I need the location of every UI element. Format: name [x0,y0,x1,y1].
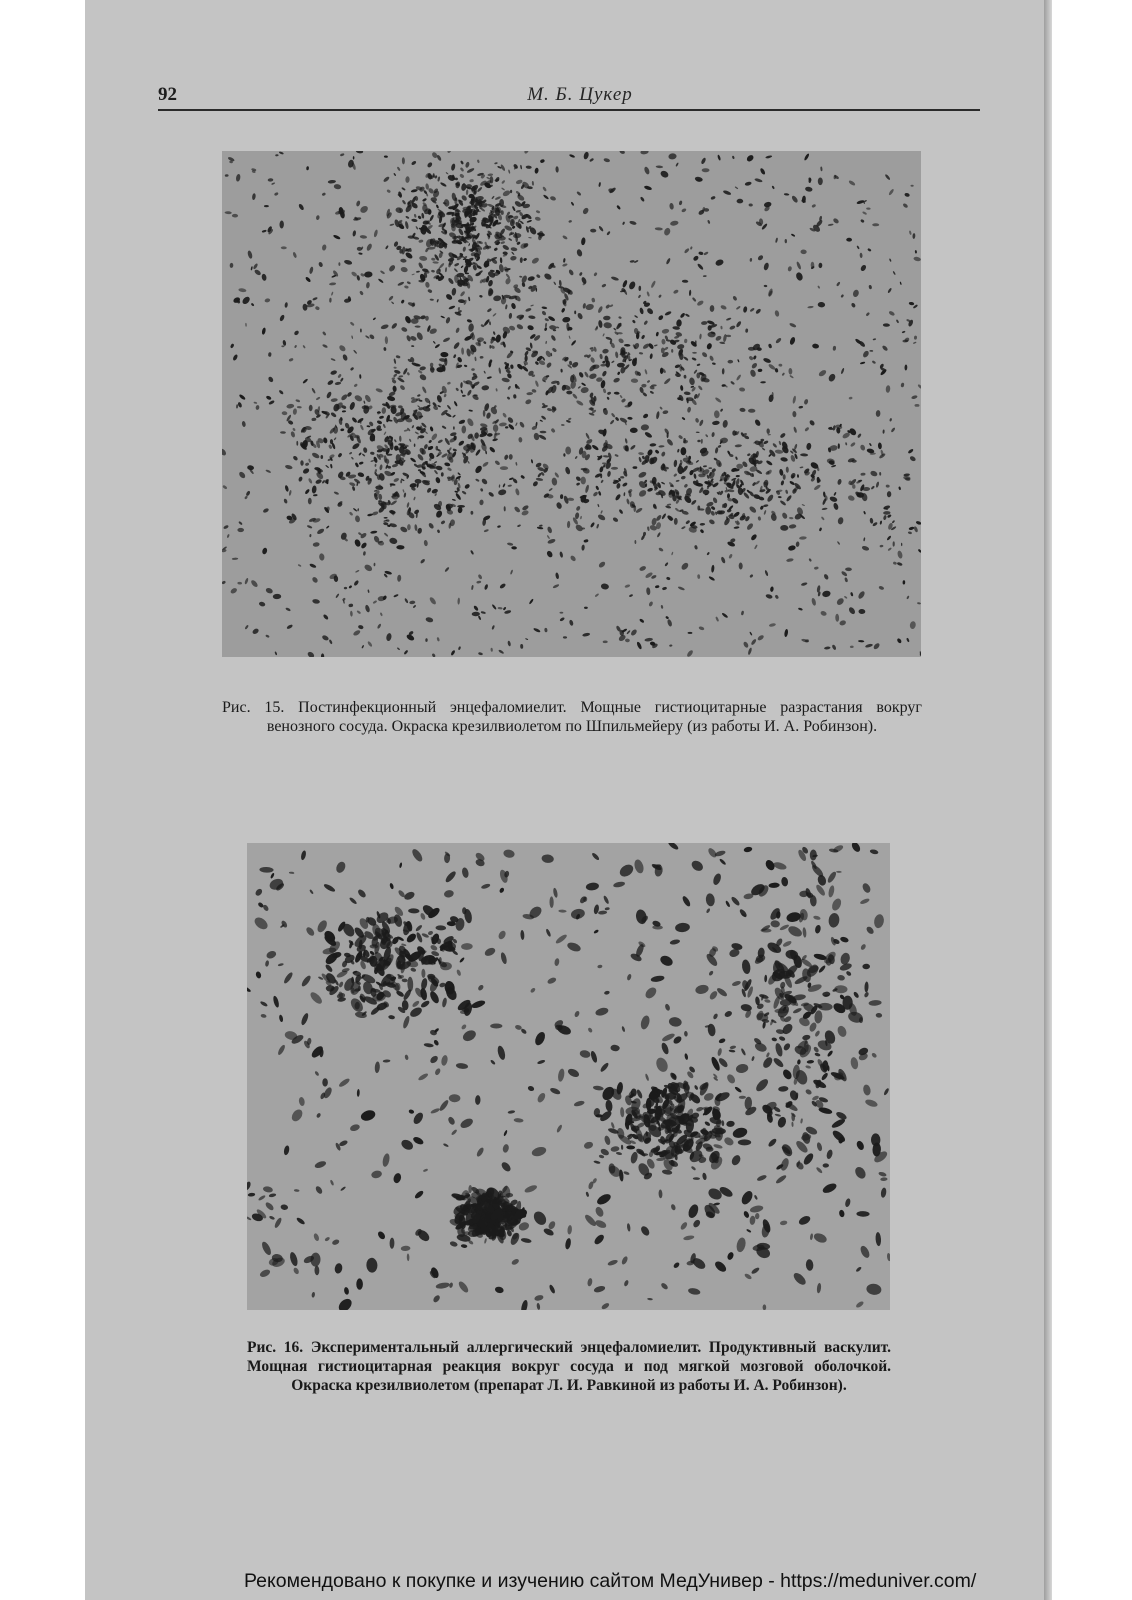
figure-16-micrograph [247,843,890,1310]
figure-16-caption: Рис. 16. Экспериментальный аллергический энцефаломиелит. Продуктивный васкулит. Мощная гистиоцитарная реакция вокруг сосуда и под мягкой мозговой оболочкой. Окраска крезилвиолетом (препарат Л. И. Равкиной из работы И. А. Робинзон). [247,1339,891,1394]
figure-15-micrograph [222,151,921,657]
header-rule [158,109,980,111]
running-head: М. Б. Цукер [527,84,633,105]
page-edge-shadow [1044,0,1052,1600]
page-number: 92 [158,84,177,105]
figure-15-caption: Рис. 15. Постинфекционный энцефаломиелит. Мощные гистиоцитарные разрастания вокруг венозного сосуда. Окраска крезилвиолетом по Шпильмейеру (из работы И. А. Робинзон). [222,699,922,735]
footer-recommendation-link[interactable]: Рекомендовано к покупке и изучению сайтом МедУнивер - https://meduniver.com/ [244,1570,977,1592]
